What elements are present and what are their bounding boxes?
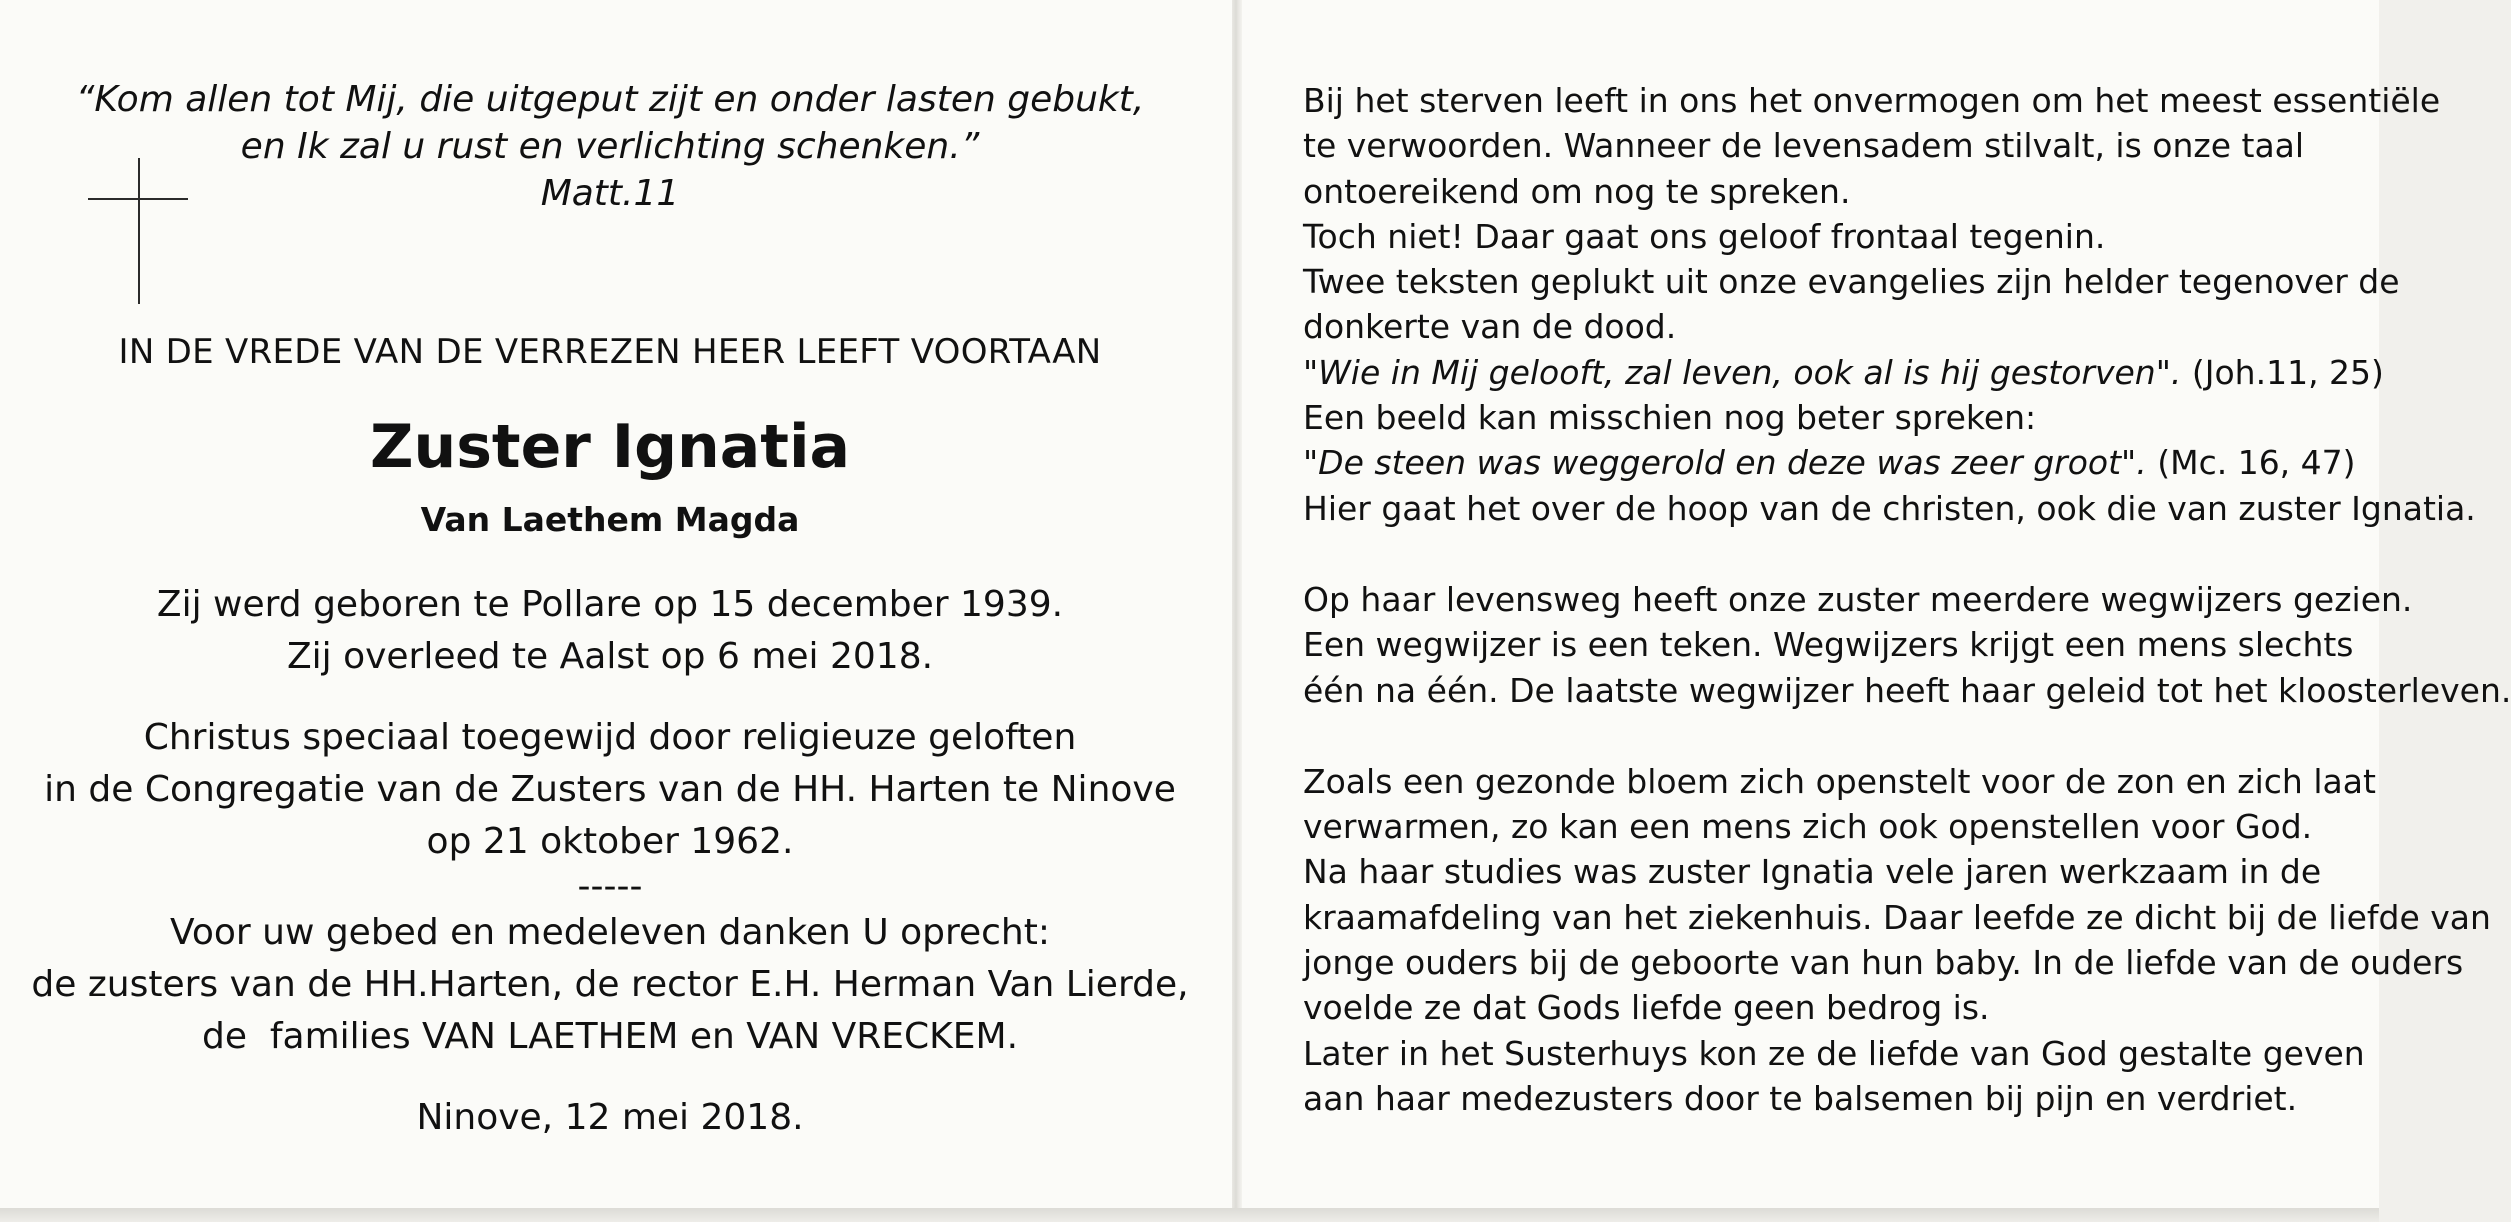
text-line: Twee teksten geplukt uit onze evangelies zijn helder tegenover de [1303, 262, 2400, 302]
text-line: verwarmen, zo kan een mens zich ook openstellen voor God. [1303, 807, 2313, 847]
vows-line: op 21 oktober 1962. [426, 821, 794, 862]
scripture-quote: "Wie in Mij gelooft, zal leven, ook al is hij gestorven". [1303, 352, 2182, 392]
text-line: Op haar levensweg heeft onze zuster meerdere wegwijzers gezien. [1303, 579, 2413, 619]
birth-death-info [30, 579, 1190, 683]
scripture-quote: "De steen was weggerold en deze was zeer groot". [1303, 443, 2147, 483]
quote-line: “Kom allen tot Mij, die uitgeput zijt en onder lasten gebukt, [75, 79, 1145, 120]
reflection-text [1303, 78, 2511, 1121]
death-line: Zij overleed te Aalst op 6 mei 2018. [286, 636, 934, 677]
thanks-line: de families VAN LAETHEM en VAN VRECKEM. [201, 1016, 1019, 1057]
text-line: Na haar studies was zuster Ignatia vele jaren werkzaam in de [1303, 852, 2322, 892]
civil-name: Van Laethem Magda [420, 500, 800, 539]
text-line: Toch niet! Daar gaat ons geloof frontaal tegenin. [1303, 216, 2106, 256]
place-date: Ninove, 12 mei 2018. [416, 1097, 804, 1138]
text-line: Bij het sterven leeft in ons het onvermogen om het meest essentiële [1303, 81, 2441, 120]
deceased-name: Zuster Ignatia [370, 412, 850, 482]
text-line: Een wegwijzer is een teken. Wegwijzers krijgt een mens slechts [1303, 625, 2354, 665]
vows-line: Christus speciaal toegewijd door religieuze geloften [143, 717, 1077, 758]
quote-line: en Ik zal u rust en verlichting schenken.” [240, 126, 980, 167]
text-line: donkerte van de dood. [1303, 307, 1677, 347]
text-line: te verwoorden. Wanneer de levensadem stilvalt, is onze taal [1303, 126, 2305, 166]
quote-reference: Matt.11 [540, 173, 680, 214]
scripture-reference: (Mc. 16, 47) [2146, 443, 2356, 483]
thanks-line: de zusters van de HH.Harten, de rector E.H. Herman Van Lierde, [31, 964, 1189, 1005]
scripture-reference: (Joh.11, 25) [2181, 352, 2384, 392]
birth-line: Zij werd geboren te Pollare op 15 december 1939. [156, 584, 1064, 625]
scripture-quote-line [1303, 440, 2379, 485]
scripture-quote-line [1303, 350, 2384, 395]
text-line: aan haar medezusters door te balsemen bij pijn en verdriet. [1303, 1078, 2298, 1118]
card-fold [1232, 0, 1242, 1212]
text-line: voelde ze dat Gods liefde geen bedrog is. [1303, 988, 1990, 1028]
vows-line: in de Congregatie van de Zusters van de HH. Harten te Ninove [44, 769, 1176, 810]
text-line: Hier gaat het over de hoop van de christen, ook die van zuster Ignatia. [1303, 488, 2476, 528]
separator: ----- [577, 866, 643, 907]
text-line: Later in het Susterhuys kon ze de liefde van God gestalte geven [1303, 1033, 2365, 1073]
right-panel [1242, 0, 2511, 1212]
text-line: kraamafdeling van het ziekenhuis. Daar leefde ze dicht bij de liefde van [1303, 897, 2491, 937]
thanks-info [30, 907, 1190, 1063]
text-line: ontoereikend om nog te spreken. [1303, 171, 1851, 211]
card-bottom-edge [0, 1208, 2379, 1222]
text-line: één na één. De laatste wegwijzer heeft haar geleid tot het kloosterleven. [1303, 670, 2511, 710]
text-line: jonge ouders bij de geboorte van hun baby. In de liefde van de ouders [1303, 943, 2464, 983]
text-line: Zoals een gezonde bloem zich openstelt voor de zon en zich laat [1303, 761, 2376, 801]
bible-quote [60, 76, 1160, 217]
vows-info [30, 712, 1190, 906]
intro-heading: IN DE VREDE VAN DE VERREZEN HEER LEEFT VOORTAAN [118, 332, 1102, 372]
thanks-line: Voor uw gebed en medeleven danken U oprecht: [170, 912, 1050, 953]
text-line: Een beeld kan misschien nog beter spreken: [1303, 398, 2037, 438]
left-panel [0, 0, 1232, 1212]
